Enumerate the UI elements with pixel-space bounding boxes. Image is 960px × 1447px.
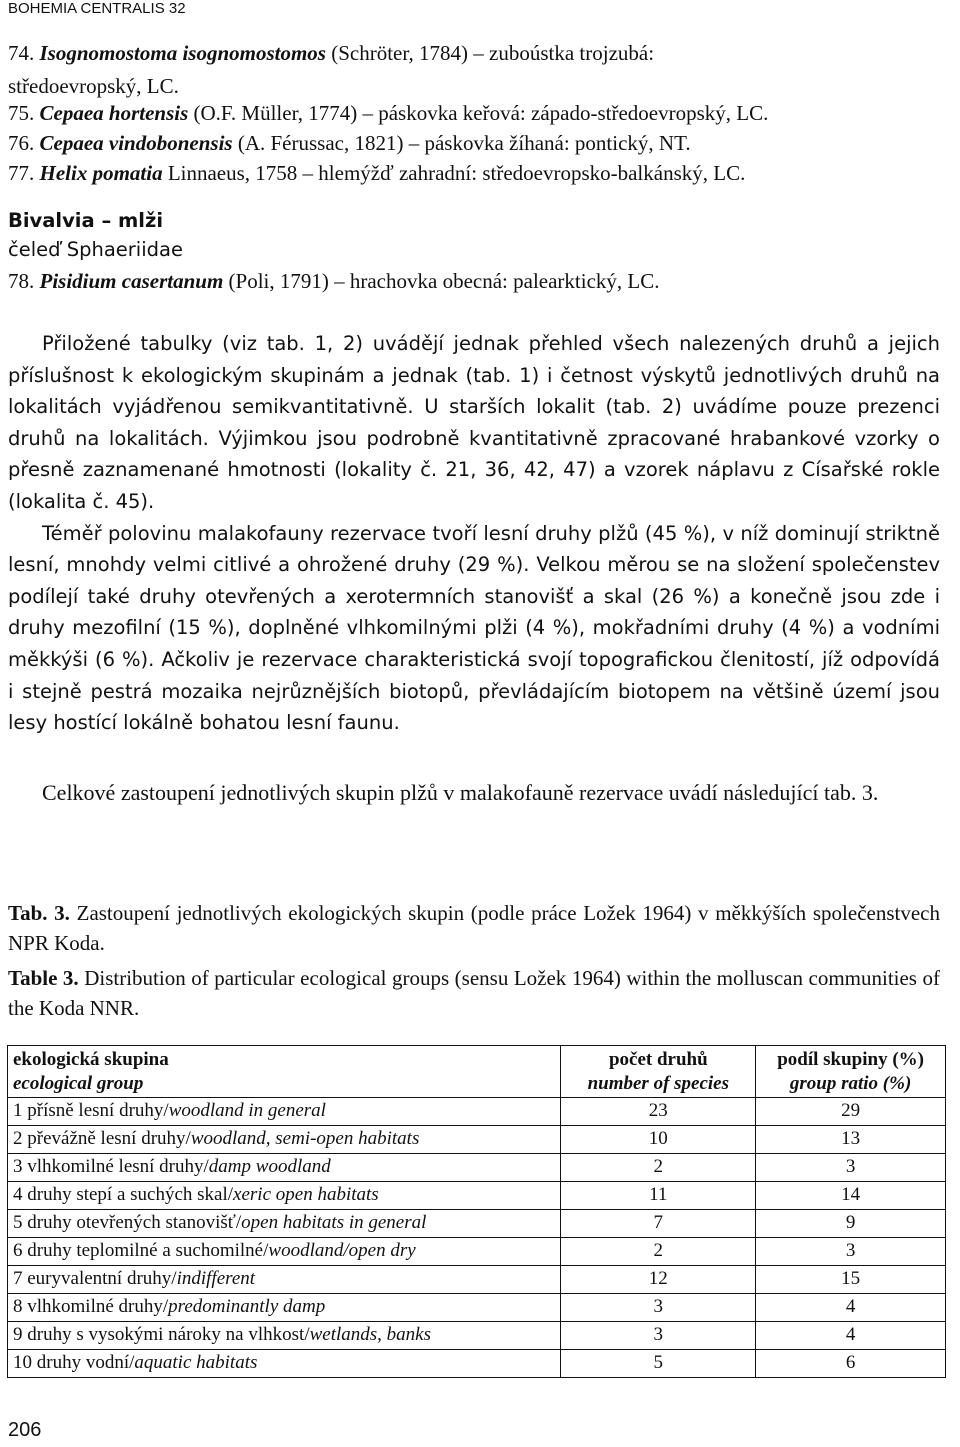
caption-label: Tab. 3. [8,901,70,925]
species-count-cell: 2 [561,1154,756,1182]
group-cell [8,1294,561,1322]
species-line-76 [8,130,691,156]
group-en: woodland in general [168,1100,326,1122]
table-row [8,1294,946,1322]
group-en: woodland, semi-open habitats [190,1128,420,1150]
group-cz: 5 druhy otevřených stanovišť/ [13,1212,242,1234]
species-number: 77. [8,161,40,185]
species-number: 74. [8,41,40,65]
header-group-ratio [756,1046,946,1098]
group-cz: 10 druhy vodní/ [13,1352,135,1374]
table-caption-cz [8,898,940,958]
group-cell [8,1126,561,1154]
ratio-cell: 3 [756,1154,946,1182]
species-count-cell: 5 [561,1350,756,1378]
group-cz: 8 vlhkomilné druhy/ [13,1296,169,1318]
species-count-cell: 2 [561,1238,756,1266]
species-name: Cepaea vindobonensis [39,131,233,155]
header-ecological-group [8,1046,561,1098]
species-line-74-cont [8,73,179,99]
group-cell [8,1210,561,1238]
group-en: open habitats in general [241,1212,427,1234]
group-en: aquatic habitats [134,1352,258,1374]
group-en: damp woodland [208,1156,331,1178]
ratio-cell: 9 [756,1210,946,1238]
species-description: (A. Férussac, 1821) – páskovka žíhaná: pontický, NT. [232,131,691,155]
group-cz: 3 vlhkomilné lesní druhy/ [13,1156,209,1178]
group-cell [8,1322,561,1350]
species-line-75 [8,100,768,126]
paragraph-text: Celkové zastoupení jednotlivých skupin plžů v malakofauně rezervace uvádí následující tab. 3. [42,780,879,805]
caption-text: Zastoupení jednotlivých ekologických skupin (podle práce Ložek 1964) v měkkýších společenstvech NPR Koda. [8,901,940,955]
species-name: Helix pomatia [39,161,163,185]
group-en: wetlands, banks [309,1324,431,1346]
ecological-groups-table [7,1045,946,1378]
species-description: (O.F. Müller, 1774) – páskovka keřová: západo-středoevropský, LC. [188,101,769,125]
species-count-cell: 12 [561,1266,756,1294]
table-row [8,1266,946,1294]
paragraph-summary [8,777,940,809]
header-cz: podíl skupiny (%) [777,1049,924,1070]
table-row [8,1350,946,1378]
table-row [8,1238,946,1266]
journal-header: BOHEMIA CENTRALIS 32 [8,0,186,17]
caption-label: Table 3. [8,966,79,990]
header-cz: ekologická skupina [13,1049,169,1070]
table-row [8,1098,946,1126]
group-cz: 9 druhy s vysokými nároky na vlhkost/ [13,1324,310,1346]
ratio-cell: 6 [756,1350,946,1378]
species-name: Cepaea hortensis [39,101,189,125]
species-count-cell: 11 [561,1182,756,1210]
table-row [8,1154,946,1182]
table-caption-en [8,963,940,1023]
ratio-cell: 4 [756,1322,946,1350]
species-count-cell: 7 [561,1210,756,1238]
bivalvia-heading: Bivalvia – mlži [8,209,164,232]
group-cell [8,1182,561,1210]
table-row [8,1322,946,1350]
header-en: number of species [587,1073,730,1094]
group-cz: 6 druhy teplomilné a suchomilné/ [13,1240,269,1262]
group-cz: 4 druhy stepí a suchých skal/ [13,1184,234,1206]
species-line-77 [8,160,745,186]
group-cell [8,1238,561,1266]
species-count-cell: 23 [561,1098,756,1126]
species-description: (Poli, 1791) – hrachovka obecná: palearktický, LC. [223,269,660,293]
group-en: predominantly damp [168,1296,326,1318]
species-description: středoevropský, LC. [8,74,179,98]
paragraph-tables-description [8,328,940,739]
group-cz: 2 převážně lesní druhy/ [13,1128,191,1150]
group-cell [8,1098,561,1126]
group-cell [8,1154,561,1182]
table-row [8,1126,946,1154]
species-line-78 [8,268,659,294]
header-species-count [561,1046,756,1098]
species-number: 75. [8,101,40,125]
header-cz: počet druhů [608,1049,708,1070]
header-en: group ratio (%) [789,1073,912,1094]
species-name: Pisidium casertanum [39,269,224,293]
group-cell [8,1266,561,1294]
paragraph-text: Přiložené tabulky (viz tab. 1, 2) uvádějí jednak přehled všech nalezených druhů a jejich příslušnost k ekologickým skupinám a jednak (tab. 1) i četnost výskytů jednotlivých druhů na lokalitách vyjádřenou semikvantitativně. U starších lokalit (tab. 2) uvádíme pouze prezenci druhů na lokalitách. Výjimkou jsou podrobně kvantitativně zpracované hrabankové vzorky o přesně zaznamenané hmotnosti (lokality č. 21, 36, 42, 47) a vzorek náplavu z Císařské rokle (lokalita č. 45). [8,332,940,513]
group-cell [8,1350,561,1378]
species-count-cell: 3 [561,1322,756,1350]
species-name: Isognomostoma isognomostomos [39,41,326,65]
species-count-cell: 10 [561,1126,756,1154]
table-row [8,1210,946,1238]
table-row [8,1182,946,1210]
group-cz: 7 euryvalentní druhy/ [13,1268,177,1290]
header-en: ecological group [13,1073,144,1094]
group-en: indifferent [176,1268,256,1290]
ratio-cell: 13 [756,1126,946,1154]
species-number: 76. [8,131,40,155]
paragraph-text: Téměř polovinu malakofauny rezervace tvoří lesní druhy plžů (45 %), v níž dominují striktně lesní, mnohdy velmi citlivé a ohrožené druhy (29 %). Velkou měrou se na složení společenstev podílejí také druhy otevřených a xerotermních stanovišť a skal (26 %) a konečně jsou zde i druhy mezofilní (15 %), doplněné vlhkomilnými plži (4 %), mokřadními druhy (4 %) a vodními měkkýši (6 %). Ačkoliv je rezervace charakteristická svojí topografickou členitostí, jíž odpovídá i stejně pestrá mozaika nejrůznějších biotopů, převládajícím biotopem na většině území jsou lesy hostící lokálně bohatou lesní faunu. [8,521,940,735]
page-number: 206 [8,1419,42,1441]
group-cz: 1 přísně lesní druhy/ [13,1100,169,1122]
ratio-cell: 14 [756,1182,946,1210]
table-header-row [8,1046,946,1098]
ratio-cell: 4 [756,1294,946,1322]
group-en: xeric open habitats [233,1184,379,1206]
caption-text: Distribution of particular ecological groups (sensu Ložek 1964) within the molluscan communities of the Koda NNR. [8,966,940,1020]
ratio-cell: 29 [756,1098,946,1126]
family-heading: čeleď Sphaeriidae [8,238,183,261]
species-description: Linnaeus, 1758 – hlemýžď zahradní: středoevropsko-balkánský, LC. [162,161,746,185]
ratio-cell: 3 [756,1238,946,1266]
species-count-cell: 3 [561,1294,756,1322]
species-description: (Schröter, 1784) – zuboústka trojzubá: [325,41,655,65]
species-line-74 [8,40,654,66]
species-number: 78. [8,269,40,293]
group-en: woodland/open dry [268,1240,416,1262]
ratio-cell: 15 [756,1266,946,1294]
